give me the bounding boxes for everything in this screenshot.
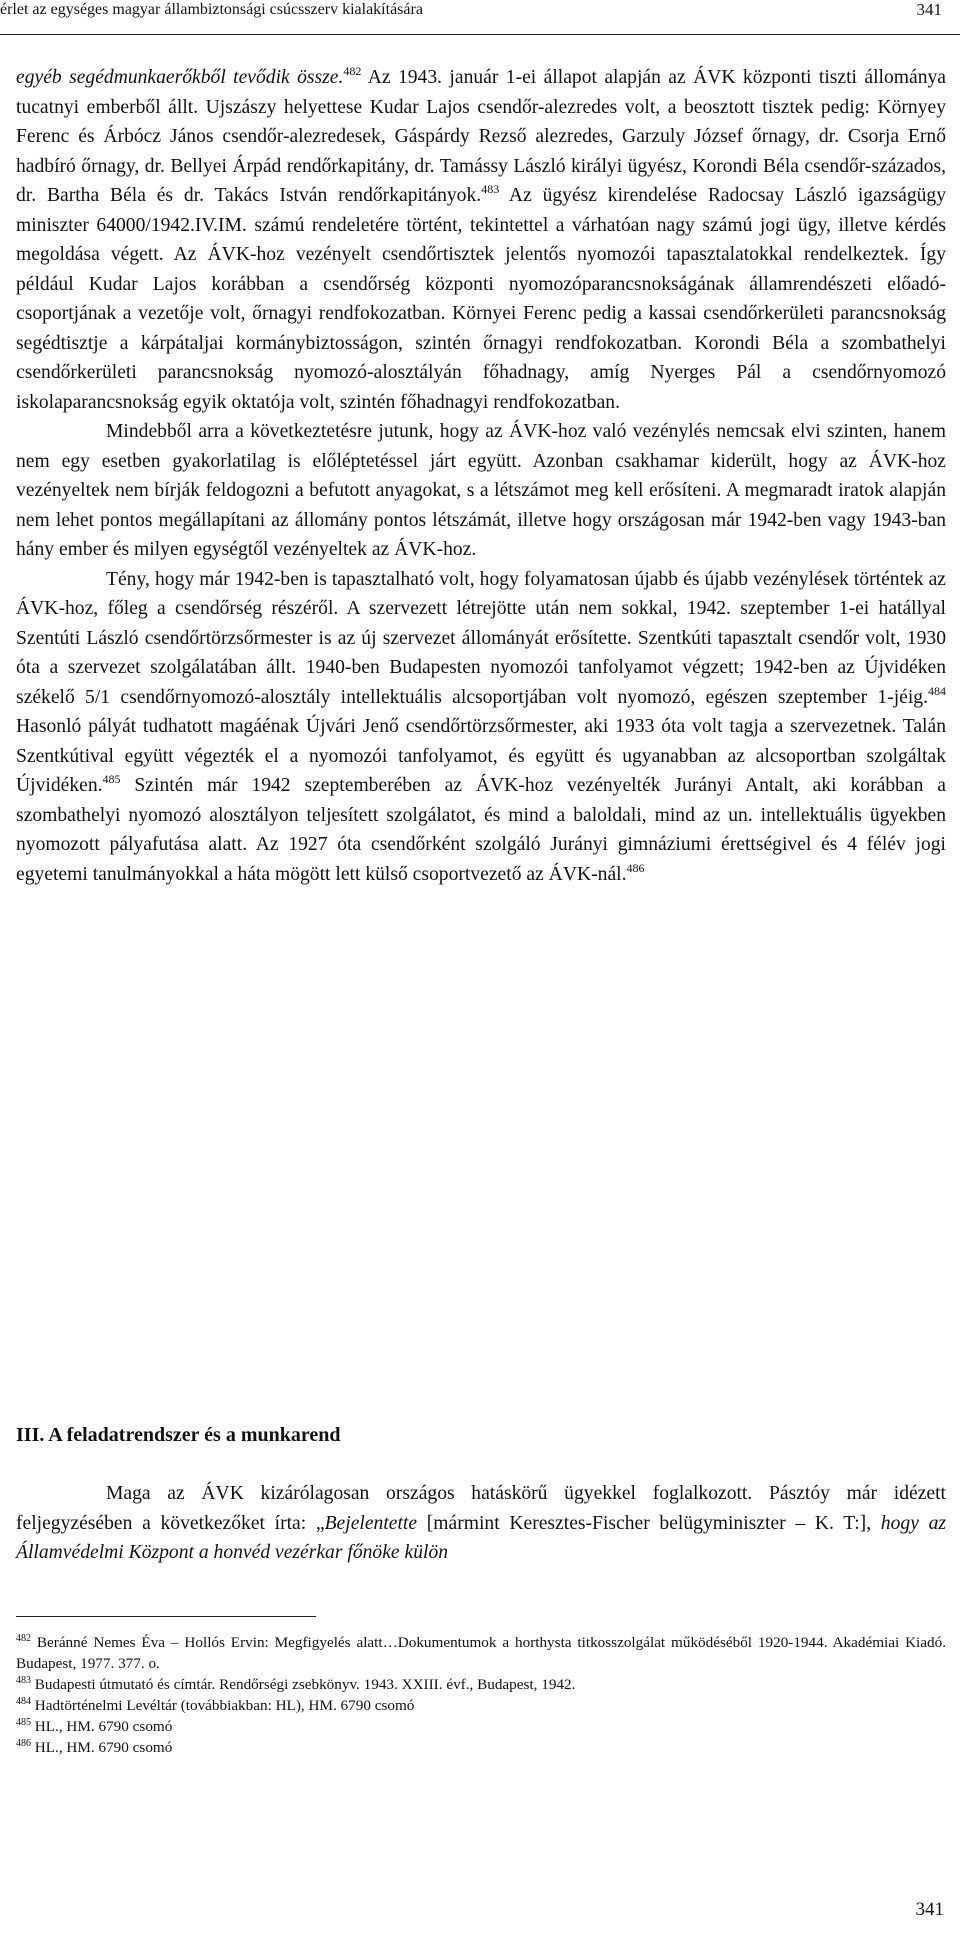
footnote-485 xyxy=(16,1716,946,1737)
section-paragraph xyxy=(16,1479,946,1568)
page-number: 341 xyxy=(915,1899,944,1920)
header-page-number: 341 xyxy=(916,0,942,19)
paragraph-3-text: Tény, hogy már 1942-ben is tapasztalható volt, hogy folyamatosan újabb és újabb vezénylések történtek az ÁVK-hoz, főleg a csendőrség részéről. A szervezett létrejötte után nem sokkal, 1942. szeptember 1-ei hatállyal Szentúti László csendőrtörzsőrmester is az új szervezet állományát erősítette. Szentkúti tapasztalt csendőr volt, 1930 óta a szervezet szolgálatában állt. 1940-ben Budapesten nyomozói tanfolyamot végzett; 1942-ben az Újvidéken székelő 5/1 csendőrnyomozó-alosztály intellektuális alcsoportjában volt nyomozó, egészen szeptember 1-jéig. xyxy=(16,568,946,708)
footnote-number: 485 xyxy=(16,1717,31,1728)
section-text xyxy=(16,1479,946,1568)
paragraph-1 xyxy=(16,63,946,417)
section-italic-quote-cont: hogy az Államvédelmi Központ a honvéd vezérkar főnöke külön xyxy=(16,1512,947,1563)
footnote-text: Beránné Nemes Éva – Hollós Ervin: Megfigyelés alatt…Dokumentumok a horthysta titkosszolgálat működéséből 1920-1944. Akadémiai Kiadó. Budapest, 1977. 377. o. xyxy=(16,1634,946,1672)
paragraph-2: Mindebből arra a következtetésre jutunk, hogy az ÁVK-hoz való vezénylés nemcsak elvi szinten, hanem nem egy esetben gyakorlatilag is előléptetéssel járt együtt. Azonban csakhamar kiderült, hogy az ÁVK-hoz vezényeltek nem bírják feldogozni a befutott anyagokat, s a létszámot meg kell erősíteni. A megmaradt iratok alapján nem lehet pontos megállapítani az állomány pontos létszámát, illetve hogy országosan már 1942-ben vagy 1943-ban hány ember és milyen egységtől vezényeltek az ÁVK-hoz. xyxy=(16,421,946,560)
footnote-ref-482[interactable]: 482 xyxy=(343,64,362,78)
paragraph-1-text-cont: Az ügyész kirendelése Radocsay László igazságügy miniszter 64000/1942.IV.IM. számú rendeletére történt, tekintettel a várhatóan nagy számú jogi ügy, illetve kérdés megoldása végett. Az ÁVK-hoz vezényelt csendőrtisztek jelentős nyomozói tapasztalatokkal rendelkeztek. Így például Kudar Lajos korábban a csendőrség központi nyomozóparancsnokságának államrendészeti előadó-csoportjának a vezetője volt, őrnagyi rendfokozatban. Környei Ferenc pedig a kassai csendőrkerületi parancsnokság segédtisztje a kárpátaljai kormánybiztosságon, szintén őrnagyi rendfokozatban. Korondi Béla a szombathelyi csendőrkerületi parancsnokság nyomozó-alosztályán főhadnagy, amíg Nyerges Pál a csendőrnyomozó iskolaparancsnokság egyik oktatója volt, szintén főhadnagyi rendfokozatban. xyxy=(16,185,947,413)
footnote-484 xyxy=(16,1695,946,1716)
section-paragraph-text: Maga az ÁVK kizárólagosan országos hatáskörű ügyekkel foglalkozott. Pásztóy már idézett feljegyzésében a következőket írta: „ xyxy=(16,1483,946,1534)
footnote-ref-486[interactable]: 486 xyxy=(626,860,645,875)
footnote-number: 483 xyxy=(16,1675,31,1686)
footnote-486 xyxy=(16,1737,946,1758)
main-text xyxy=(16,63,946,889)
footnote-483 xyxy=(16,1674,946,1695)
header-divider xyxy=(0,34,960,35)
footnote-number: 484 xyxy=(16,1696,31,1707)
footnote-ref-485[interactable]: 485 xyxy=(102,772,121,786)
footnote-482 xyxy=(16,1632,946,1674)
footnote-ref-484[interactable]: 484 xyxy=(928,683,946,698)
footnote-text: Hadtörténelmi Levéltár (továbbiakban: HL), HM. 6790 csomó xyxy=(31,1697,415,1714)
footnote-number: 486 xyxy=(16,1738,31,1749)
footnote-divider xyxy=(16,1616,316,1617)
footnote-text: HL., HM. 6790 csomó xyxy=(31,1718,173,1735)
paragraph-3-text-cont: Hasonló pályát tudhatott magáénak Újvári Jenő csendőrtörzsőrmester, aki 1933 óta volt tagja a szervezetnek. Talán Szentkútival együtt végezték el a nyomozói tanfolyamot, és együtt és ugyanabban az alcsoportban szolgáltak Újvidéken. xyxy=(16,716,946,796)
footnote-text: Budapesti útmutató és címtár. Rendőrségi zsebkönyv. 1943. XXIII. évf., Budapest, 1942. xyxy=(31,1676,576,1693)
section-italic-quote: Bejelentette xyxy=(324,1512,418,1534)
section-paragraph-text-cont: [mármint Keresztes-Fischer belügyminiszter – K. T:], xyxy=(417,1512,881,1534)
running-header xyxy=(0,0,960,40)
section-heading: III. A feladatrendszer és a munkarend xyxy=(16,1424,341,1446)
footnote-ref-483[interactable]: 483 xyxy=(481,182,500,196)
paragraph-1-italic-start: egyéb segédmunkaerőkből tevődik össze. xyxy=(16,67,344,88)
footnote-number: 482 xyxy=(16,1633,31,1644)
running-header-title: érlet az egységes magyar állambiztonsági csúcsszerv kialakítására xyxy=(0,1,423,18)
footnote-text: HL., HM. 6790 csomó xyxy=(31,1739,173,1756)
footnotes xyxy=(16,1632,946,1758)
paragraph-3-text-end: Szintén már 1942 szeptemberében az ÁVK-hoz vezényelték Jurányi Antalt, aki korábban a szombathelyi nyomozó alosztályon teljesített szolgálatot, és mind a baloldali, mind az un. intellektuális ügyekben nyomozott pályafutása alatt. Az 1927 óta csendőrként szolgáló Jurányi gimnáziumi érettségivel és 4 félév jogi egyetemi tanulmányokkal a háta mögött lett külső csoportvezető az ÁVK-nál. xyxy=(16,775,946,885)
paragraph-3 xyxy=(16,565,946,890)
paragraph-1-text: Az 1943. január 1-ei állapot alapján az ÁVK központi tiszti állománya tucatnyi emberből állt. Ujszászy helyettese Kudar Lajos csendőr-alezredes volt, a beosztott tisztek pedig: Környey Ferenc és Árbócz János csendőr-alezredesek, Gáspárdy Rezső alezredes, Garzuly József őrnagy, dr. Csorja Ernő hadbíró őrnagy, dr. Bellyei Árpád rendőrkapitány, dr. Tamássy László királyi ügyész, Korondi Béla csendőr-százados, dr. Bartha Béla és dr. Takács István rendőrkapitányok. xyxy=(16,67,946,206)
